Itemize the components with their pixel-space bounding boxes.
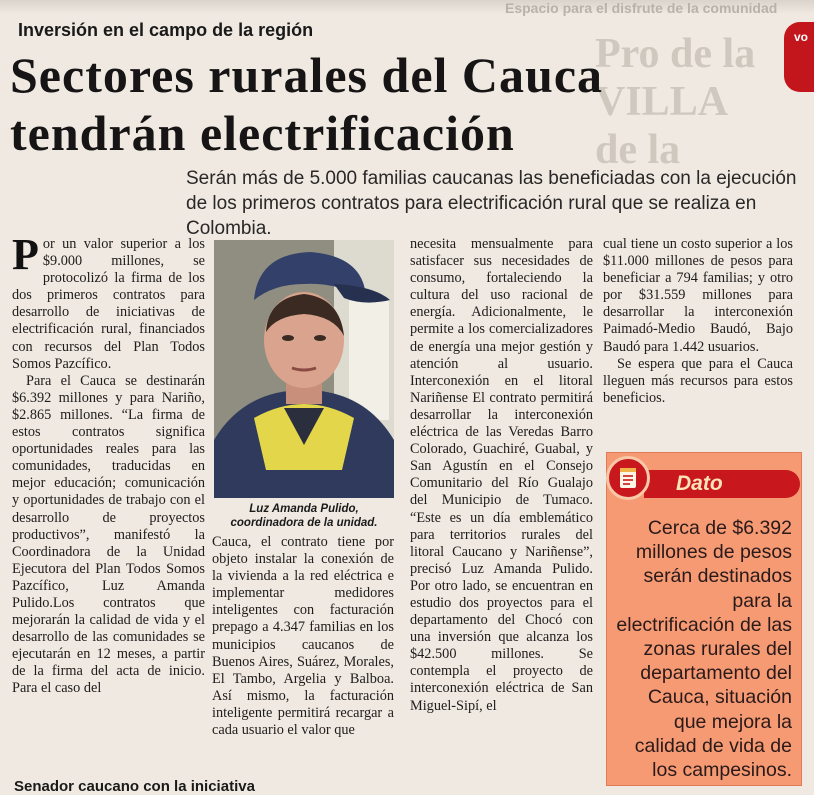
bleed-through-ghost-text: Pro de la VILLA de la [595,31,756,173]
col1-paragraph-1: or un valor superior a los $9.000 millones, se protocolizó la firma de los dos primeros contratos para desarrollo de iniciativas de electrificación rural, financiados con recursos del Plan Todos Somos Pazcífico. [12,236,205,372]
caption-line-1: Luz Amanda Pulido, [249,503,359,515]
article-column-1 [12,230,205,698]
caption-line-2: coordinadora de la unidad. [230,517,378,529]
col3-paragraph: necesita mensualmente para satisfacer sus necesidades de consumo, fortaleciendo la cultura del uso racional de energía. Adicionalmente, le permite a los comercializadores de energía una mejor gestión y atención al usuario. Interconexión en el litoral Nariñense El contrato permitirá desarrollar la interconexión eléctrica de las Veredas Barro Colorado, Guachiré, Guabal, y San Agustín en el Consejo Comunitario del Río Gualajo del Municipio de Tumaco. “Este es un día emblemático para territorios rurales del litoral Caucano y Nariñense”, precisó Luz Amanda Pulido. Por otro lado, se encuentran en estudio dos proyectos para el departamento del Chocó con una inversión que alcanza los $42.500 millones. Se contempla el proyecto de interconexión eléctrica de San Miguel-Sipí, el [410,236,593,714]
notepad-icon [606,456,650,500]
dato-label: Dato [676,472,723,495]
bottom-subhead: Senador caucano con la iniciativa [14,778,255,795]
article-column-2 [212,534,394,739]
headline-line-1: Sectores rurales del Cauca [10,47,604,103]
col4-paragraph-1: cual tiene un costo superior a los $11.000 millones de pesos para beneficiar a 794 familias; y otro por $31.559 millones para desarrollar la interconexión Paimadó-Medio Baudó, Bajo Baudó para 1.442 usuarios. [603,236,793,355]
col1-paragraph-2: Para el Cauca se destinarán $6.392 millones y para Nariño, $2.865 millones. “La firma de estos contratos significa oportunidades reales para las comunidades, traducidas en mejor educación; comunicación y oportunidades de trabajo con el desarrollo de proyectos productivos”, manifestó la Coordinadora de la Unidad Ejecutora del Plan Todos Somos Pazcífico, Luz Amanda Pulido.Los contratos que mejorarán la calidad de vida y el desarrollo de las comunidades se ejecutarán en 12 meses, a partir de la firma del acta de inicio. Para el caso del [12,372,205,697]
portrait-photo [214,240,394,498]
col4-paragraph-2: Se espera que para el Cauca lleguen más recursos para estos beneficios. [603,355,793,406]
corner-badge-text: vo [793,30,808,44]
bleed-top-text: Espacio para el disfrute de la comunidad [505,0,778,16]
article-column-3 [410,236,593,715]
headline-line-2: tendrán electrificación [10,105,515,161]
headline [10,46,810,162]
col2-paragraph: Cauca, el contrato tiene por objeto instalar la conexión de la vivienda a la red eléctrica e implementar medidores inteligentes con facturación prepago a 4.347 familias en los municipios caucanos de Buenos Aires, Suárez, Morales, El Tambo, Argelia y Balboa. Así mismo, la facturación inteligente permitirá recargar a cada usuario el valor que [212,534,394,739]
article-column-4 [603,236,793,407]
kicker: Inversión en el campo de la región [18,20,314,40]
deck-summary: Serán más de 5.000 familias caucanas las beneficiadas con la ejecución de los primeros contratos para electrificación rural que se realiza en Colombia. [186,168,797,239]
photo-caption [214,502,394,530]
dato-text: Cerca de $6.392 millones de pesos serán destinados para la electrificación de las zonas rurales del departamento del Cauca, situación que mejora la calidad de vida de los campesinos. [616,517,792,782]
drop-cap: P [12,230,39,279]
portrait-illustration [214,240,394,498]
